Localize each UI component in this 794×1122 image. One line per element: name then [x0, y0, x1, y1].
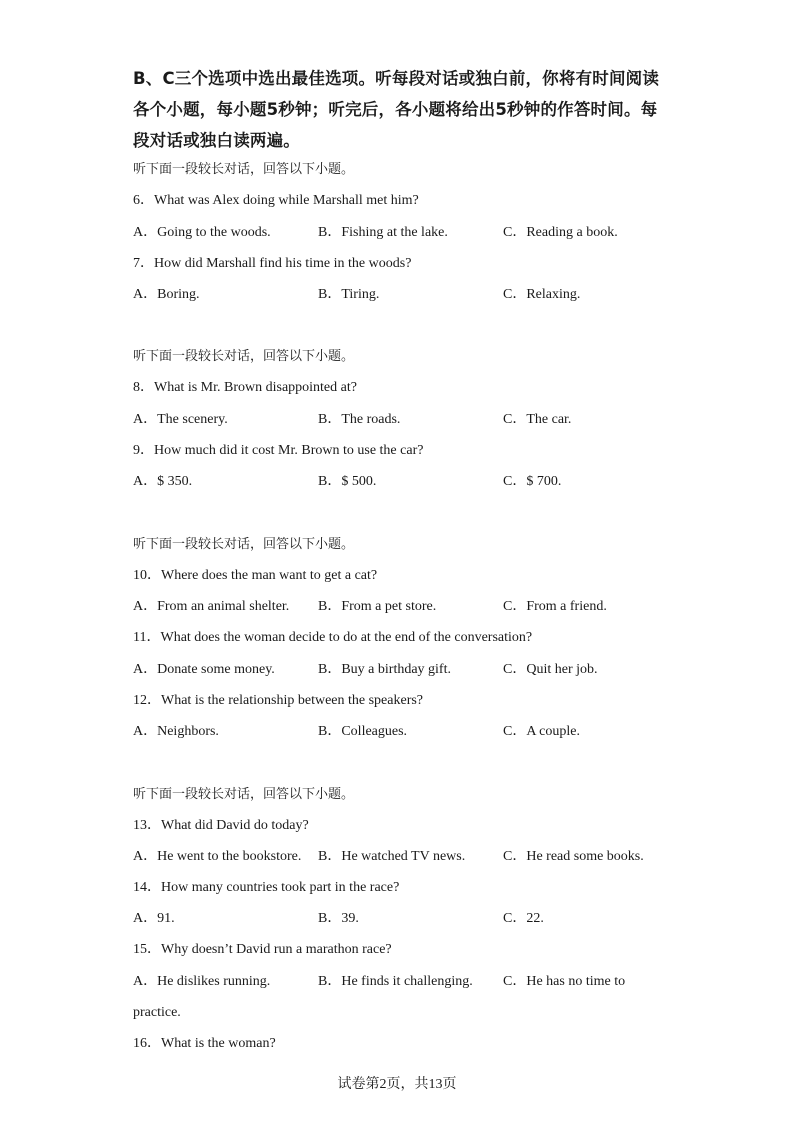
q8-option-c: C．The car.: [503, 412, 572, 427]
q11-option-a: A．Donate some money.: [133, 662, 275, 677]
q9-option-c: C．$ 700.: [503, 474, 562, 489]
q10-option-c: C．From a friend.: [503, 599, 607, 614]
dialogue-instruction-3: 听下面一段较长对话，回答以下小题。: [133, 537, 355, 552]
q7-option-b: B．Tiring.: [318, 287, 380, 302]
q14-option-b: B．39.: [318, 911, 359, 926]
q10-option-a: A．From an animal shelter.: [133, 599, 290, 614]
q12-option-c: C．A couple.: [503, 724, 580, 739]
q13-option-b: B．He watched TV news.: [318, 849, 466, 864]
question-6: 6．What was Alex doing while Marshall met him?: [133, 193, 419, 208]
q13-option-a: A．He went to the bookstore.: [133, 849, 302, 864]
question-9: 9．How much did it cost Mr. Brown to use the car?: [133, 443, 424, 458]
page-footer: 试卷第2页，共13页: [337, 1077, 457, 1092]
q7-option-c: C．Relaxing.: [503, 287, 581, 302]
question-7: 7．How did Marshall find his time in the woods?: [133, 256, 412, 271]
q10-option-b: B．From a pet store.: [318, 599, 437, 614]
question-11: 11．What does the woman decide to do at the end of the conversation?: [133, 630, 533, 645]
question-10: 10．Where does the man want to get a cat?: [133, 568, 378, 583]
q12-option-b: B．Colleagues.: [318, 724, 408, 739]
dialogue-instruction-1: 听下面一段较长对话，回答以下小题。: [133, 162, 355, 177]
section-instructions: B、C三个选项中选出最佳选项。听每段对话或独白前，你将有时间阅读各个小题，每小题5秒钟；听完后，各小题将给出5秒钟的作答时间。每段对话或独白读两遍。: [133, 69, 660, 150]
q6-option-a: A．Going to the woods.: [133, 225, 271, 240]
q6-option-c: C．Reading a book.: [503, 225, 618, 240]
dialogue-instruction-2: 听下面一段较长对话，回答以下小题。: [133, 349, 355, 364]
q9-option-a: A．$ 350.: [133, 474, 193, 489]
q13-option-c: C．He read some books.: [503, 849, 644, 864]
q14-option-c: C．22.: [503, 911, 544, 926]
q11-option-b: B．Buy a birthday gift.: [318, 662, 451, 677]
q8-option-b: B．The roads.: [318, 412, 401, 427]
question-13: 13．What did David do today?: [133, 818, 309, 833]
question-15: 15．Why doesn’t David run a marathon race?: [133, 942, 392, 957]
question-14: 14．How many countries took part in the race?: [133, 880, 400, 895]
q11-option-c: C．Quit her job.: [503, 662, 598, 677]
q7-option-a: A．Boring.: [133, 287, 200, 302]
dialogue-instruction-4: 听下面一段较长对话，回答以下小题。: [133, 787, 355, 802]
q15-option-b: B．He finds it challenging.: [318, 974, 473, 989]
q9-option-b: B．$ 500.: [318, 474, 377, 489]
q8-option-a: A．The scenery.: [133, 412, 228, 427]
q6-option-b: B．Fishing at the lake.: [318, 225, 448, 240]
question-8: 8．What is Mr. Brown disappointed at?: [133, 380, 357, 395]
q15-option-c-continuation: practice.: [133, 1005, 181, 1020]
q15-option-c: C．He has no time to: [503, 974, 626, 989]
q14-option-a: A．91.: [133, 911, 175, 926]
question-12: 12．What is the relationship between the speakers?: [133, 693, 424, 708]
q12-option-a: A．Neighbors.: [133, 724, 219, 739]
q15-option-a: A．He dislikes running.: [133, 974, 271, 989]
question-16: 16．What is the woman?: [133, 1036, 276, 1051]
